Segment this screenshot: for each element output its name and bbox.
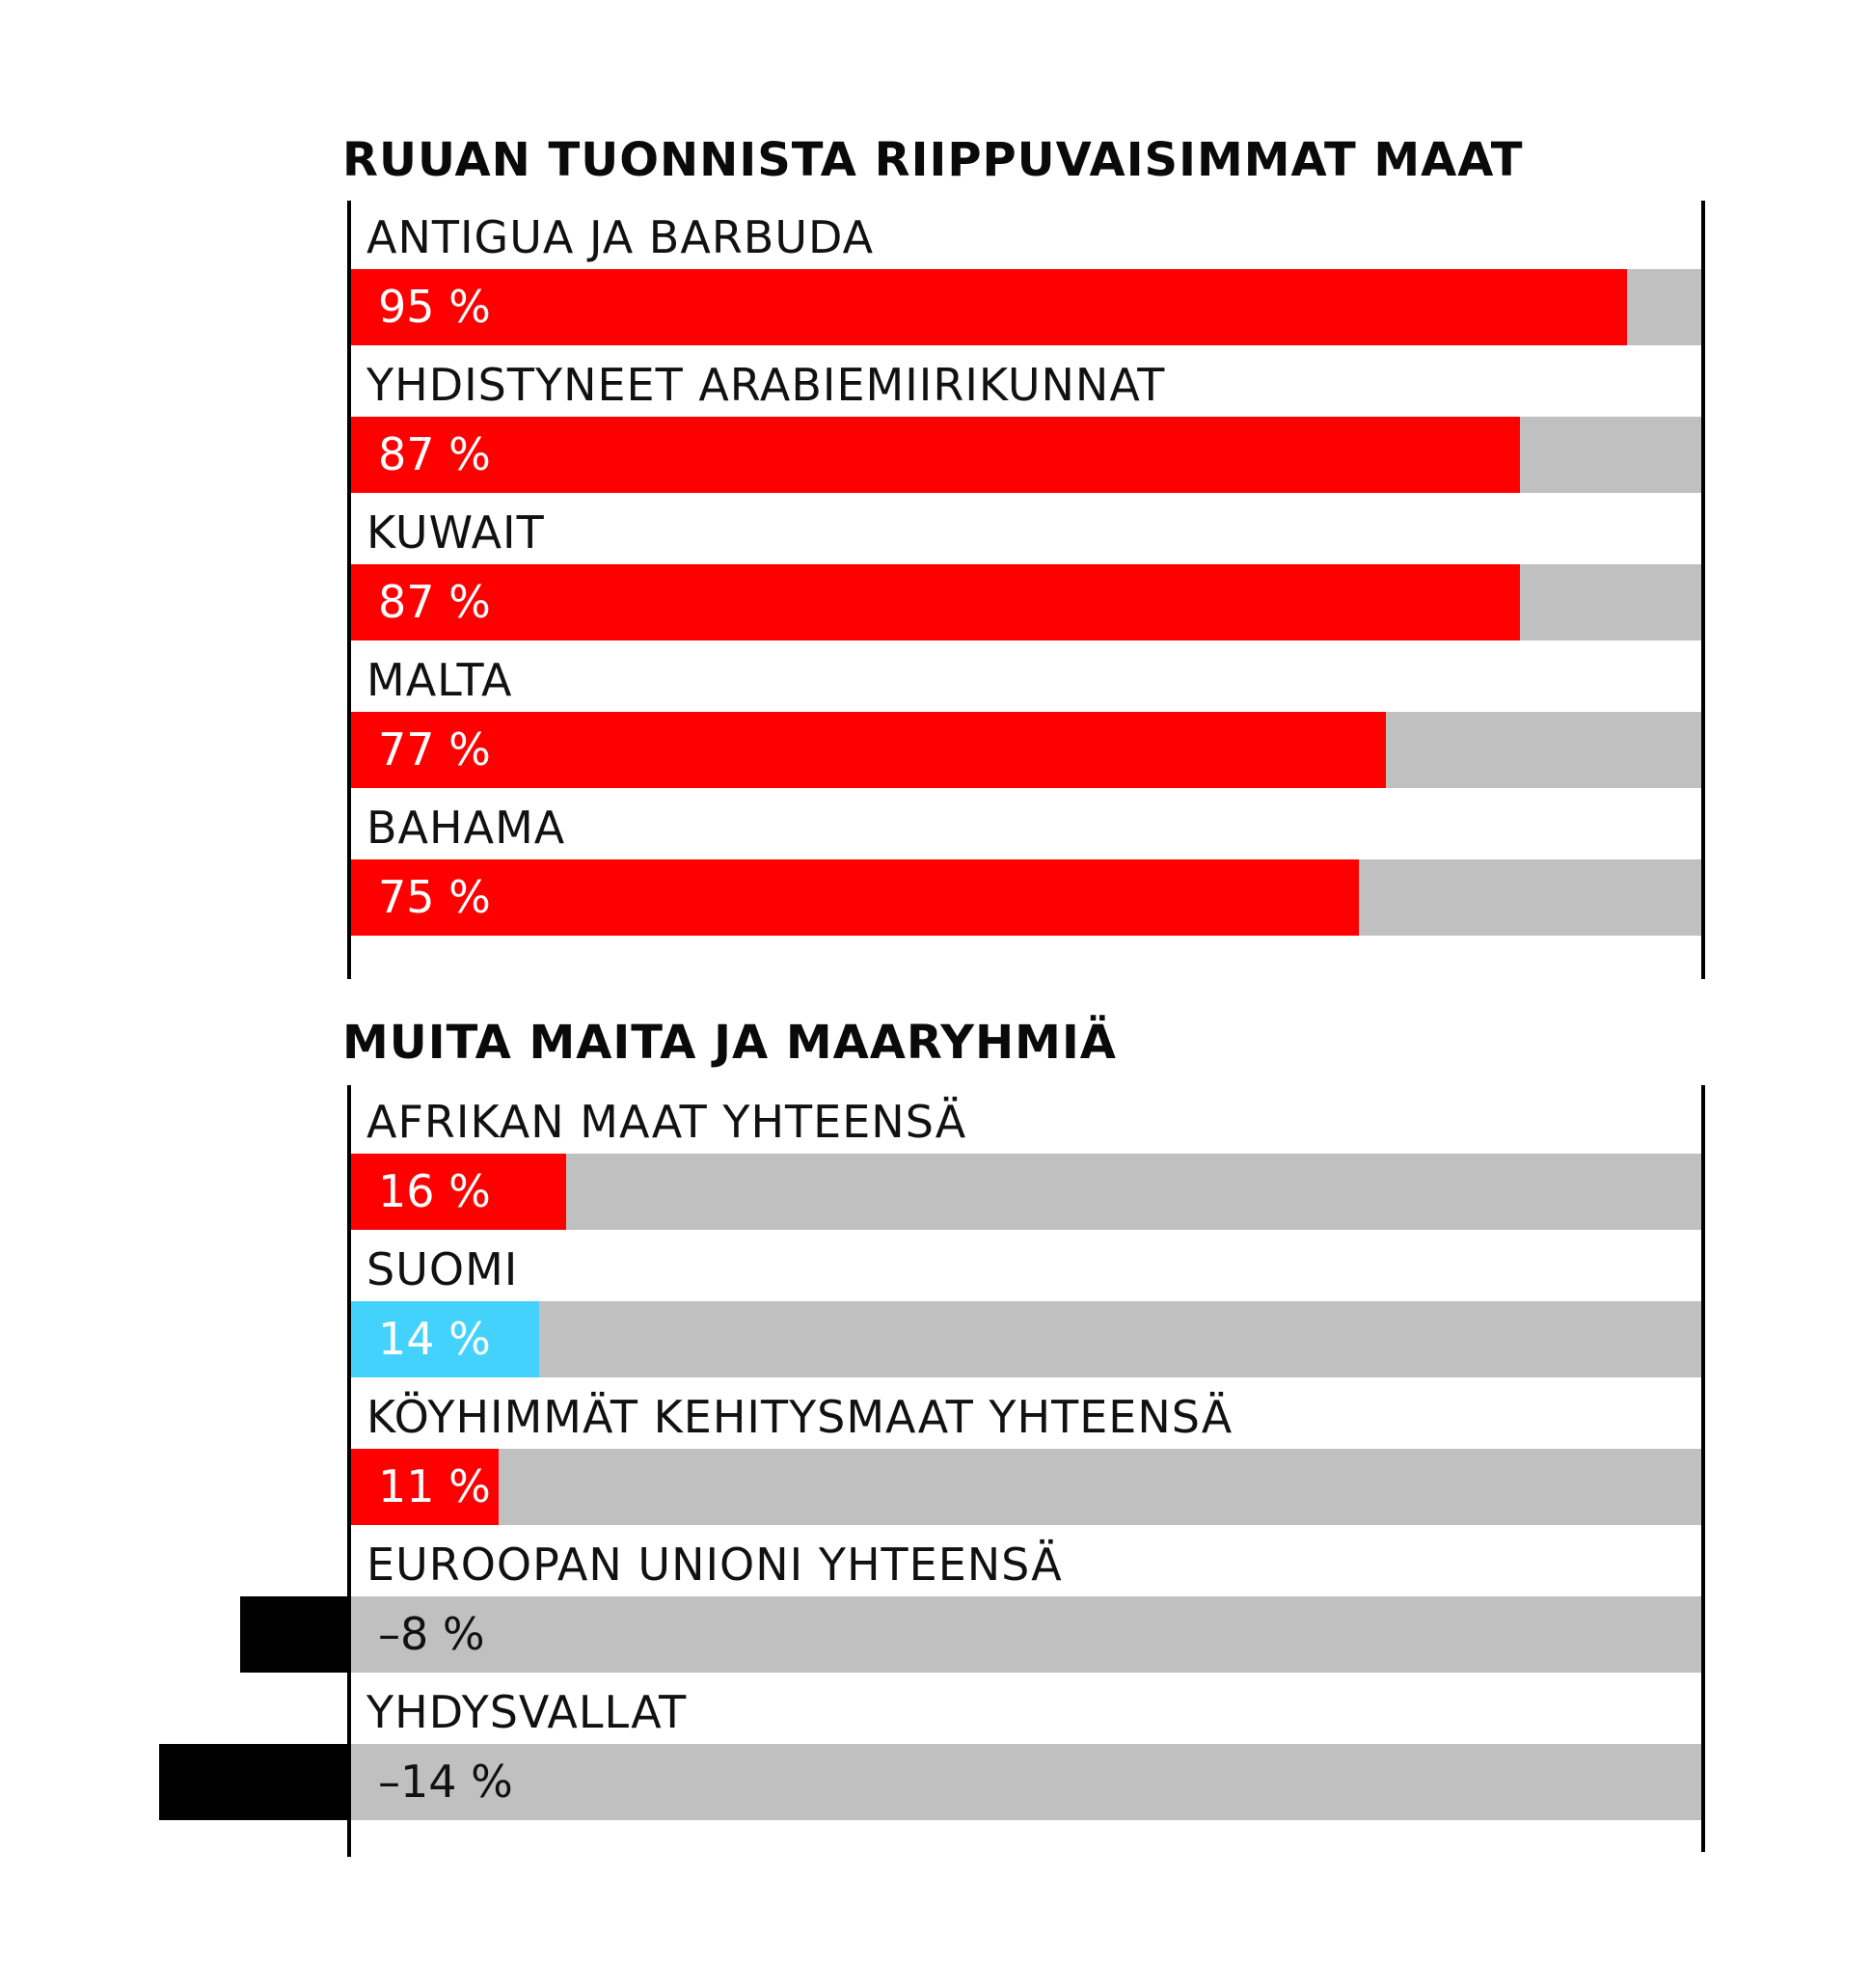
bar-track <box>351 1744 1701 1820</box>
bar-track <box>351 1301 1701 1377</box>
chart-title-top: RUUAN TUONNISTA RIIPPUVAISIMMAT MAAT <box>342 133 1524 187</box>
category-label: MALTA <box>366 654 513 706</box>
bar <box>240 1596 347 1673</box>
right-axis-line <box>1701 1085 1705 1852</box>
bar <box>351 269 1627 345</box>
value-label: 87 % <box>378 576 491 628</box>
value-label: 77 % <box>378 723 491 776</box>
right-axis-line <box>1701 201 1705 979</box>
value-label: 14 % <box>378 1313 491 1365</box>
value-label: 16 % <box>378 1165 491 1217</box>
category-label: KUWAIT <box>366 506 545 558</box>
category-label: SUOMI <box>366 1243 519 1295</box>
value-label: 87 % <box>378 428 491 480</box>
bar <box>351 564 1520 640</box>
bar <box>159 1744 347 1820</box>
value-label: –8 % <box>378 1608 485 1660</box>
category-label: EUROOPAN UNIONI YHTEENSÄ <box>366 1539 1063 1591</box>
value-label: 75 % <box>378 871 491 923</box>
bar <box>351 859 1359 936</box>
category-label: BAHAMA <box>366 802 566 854</box>
bar-track <box>351 1449 1701 1525</box>
chart-title-bottom: MUITA MAITA JA MAARYHMIÄ <box>342 1016 1117 1070</box>
category-label: AFRIKAN MAAT YHTEENSÄ <box>366 1096 967 1148</box>
value-label: 11 % <box>378 1460 491 1512</box>
category-label: ANTIGUA JA BARBUDA <box>366 211 875 263</box>
bar <box>351 417 1520 493</box>
category-label: YHDYSVALLAT <box>366 1686 688 1738</box>
value-label: –14 % <box>378 1756 513 1808</box>
category-label: YHDISTYNEET ARABIEMIIRIKUNNAT <box>366 359 1166 411</box>
value-label: 95 % <box>378 281 491 333</box>
bar-track <box>351 1596 1701 1673</box>
category-label: KÖYHIMMÄT KEHITYSMAAT YHTEENSÄ <box>366 1391 1234 1443</box>
bar <box>351 712 1386 788</box>
